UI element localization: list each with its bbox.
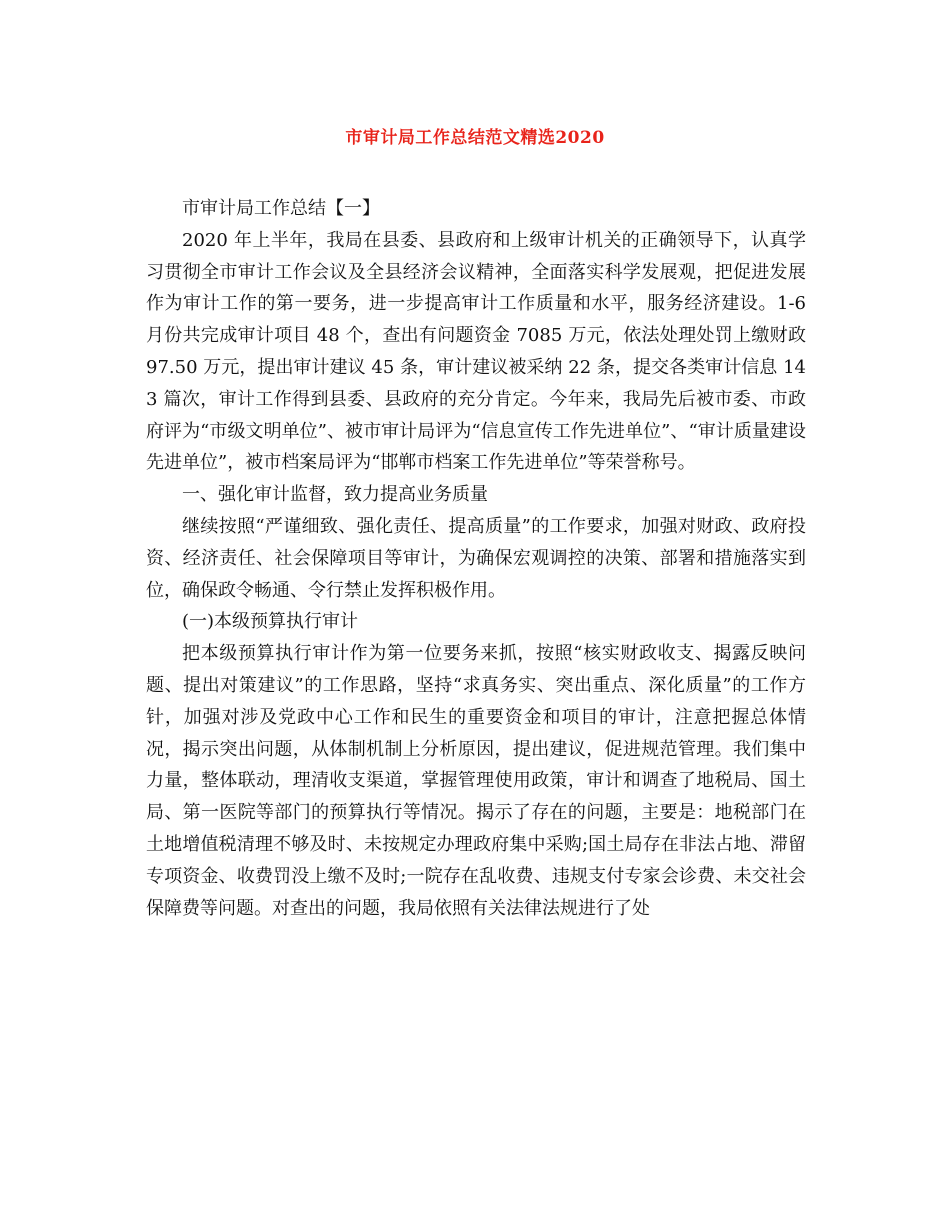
document-body [146, 193, 806, 924]
section-heading: 市审计局工作总结【一】 [182, 198, 380, 219]
paragraph: 继续按照“严谨细致、强化责任、提高质量”的工作要求，加强对财政、政府投资、经济责任、社会保障项目等审计，为确保宏观调控的决策、部署和措施落实到位，确保政令畅通、令行禁止发挥积极作用。 [146, 515, 806, 601]
section-heading: 一、强化审计监督，致力提高业务质量 [182, 484, 488, 506]
document-title: 市审计局工作总结范文精选2020 [345, 128, 605, 148]
paragraph: 把本级预算执行审计作为第一位要务来抓，按照“核实财政收支、揭露反映问题、提出对策建议”的工作思路，坚持“求真务实、突出重点、深化质量”的工作方针，加强对涉及党政中心工作和民生的重要资金和项目的审计，注意把握总体情况，揭示突出问题，从体制机制上分析原因，提出建议，促进规范管理。我们集中力量，整体联动，理清收支渠道，掌握管理使用政策，审计和调查了地税局、国土局、第一医院等部门的预算执行等情况。揭示了存在的问题，主要是：地税部门在土地增值税清理不够及时、未按规定办理政府集中采购;国土局存在非法占地、滞留专项资金、收费罚没上缴不及时;一院存在乱收费、违规支付专家会诊费、未交社会保障费等问题。对查出的问题，我局依照有关法律法规进行了处 [146, 643, 806, 919]
subsection-heading: (一)本级预算执行审计 [182, 611, 359, 633]
paragraph: 2020 年上半年，我局在县委、县政府和上级审计机关的正确领导下，认真学习贯彻全市审计工作会议及全县经济会议精神，全面落实科学发展观，把促进发展作为审计工作的第一要务，进一步提高审计工作质量和水平，服务经济建设。1-6 月份共完成审计项目 48 个，查出有问题资金 7085 万元，依法处理处罚上缴财政 97.50 万元，提出审计建议 45 条，审计建议被采纳 22 条，提交各类审计信息 143 篇次，审计工作得到县委、县政府的充分肯定。今年来，我局先后被市委、市政府评为“市级文明单位”、被市审计局评为“信息宣传工作先进单位”、“审计质量建设先进单位”，被市档案局评为“邯郸市档案工作先进单位”等荣誉称号。 [146, 229, 806, 474]
